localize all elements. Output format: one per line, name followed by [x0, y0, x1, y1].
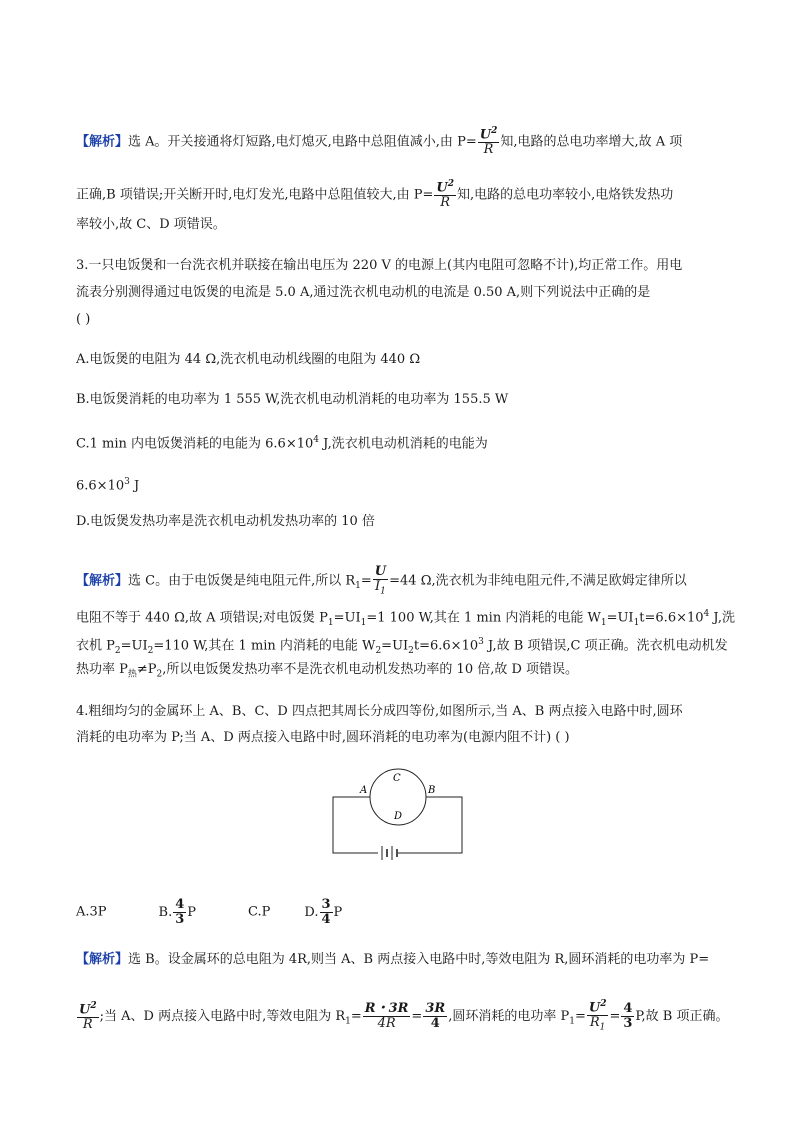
question3-option-b: B.电饭煲消耗的电功率为 1 555 W,洗衣机电动机消耗的电功率为 155.5 W — [76, 392, 509, 407]
question4-line2: 消耗的电功率为 P;当 A、D 两点接入电路中时,圆环消耗的电功率为(电源内阻不计) ( ) — [76, 730, 570, 745]
answer4-line1: 【解析】选 B。设金属环的总电阻为 4R,则当 A、B 两点接入电路中时,等效电阻为 R,圆环消耗的电功率为 P= — [76, 952, 710, 967]
label-a: A — [360, 785, 368, 796]
question3-line1: 3.一只电饭煲和一台洗衣机并联接在输出电压为 220 V 的电源上(其内电阻可忽略不计),均正常工作。用电 — [76, 258, 683, 273]
question3-option-a: A.电饭煲的电阻为 44 Ω,洗衣机电动机线圈的电阻为 440 Ω — [76, 352, 421, 367]
fraction-u2-over-r: $\frac{U^2}{R}$ — [436, 179, 454, 210]
question4-option-c: C.P — [248, 904, 271, 920]
question4-option-d: D. $\frac{3}{4}$ P — [304, 897, 343, 927]
question4-options — [76, 898, 342, 926]
analysis-tag: 【解析】 — [76, 573, 129, 589]
answer2-line1: 【解析】选 A。开关接通将灯短路,电灯熄灭,电路中总阻值减小,由 P= $\frac{U^2}{R}$ 知,电路的总电功率增大,故 A 项 — [76, 126, 683, 157]
label-d: D — [394, 811, 403, 822]
question3-option-c: C.1 min 内电饭煲消耗的电能为 $6.6\times 10^4$ J,洗衣机电动机消耗的电能为 — [76, 435, 488, 452]
question4-option-b: B. $\frac{4}{3}$ P — [158, 897, 197, 927]
question4-option-a: A.3P — [76, 904, 107, 920]
question4-line1: 4.粗细均匀的金属环上 A、B、C、D 四点把其周长分成四等份,如图所示,当 A、B 两点接入电路中时,圆环 — [76, 704, 683, 719]
question3-line3: ( ) — [76, 312, 91, 327]
question3-option-c-cont: $6.6\times 10^3$ J — [76, 477, 140, 494]
ring-circuit-diagram — [330, 760, 470, 860]
answer4-line2: $\frac{U^2}{R}$ ;当 A、D 两点接入电路中时,等效电阻为 $R_1=$ $\frac{R・3R}{4R}$ = $\frac{3R}{4}$ ,圆环消耗的电功率 $P_1=$ $\frac{U^2}{R_1}$ = $\frac{4}{3}$ P,故 B 项正确。 — [79, 999, 729, 1033]
answer3-line2: 电阻不等于 440 Ω,故 A 项错误;对电饭煲 $P_1=UI_1=1$ 100 W,其在 1 min 内消耗的电能 $W_1=UI_1t=6.6\times 10^4$ J,洗 — [76, 609, 735, 628]
label-c: C — [393, 773, 401, 784]
question3-line2: 流表分别测得通过电饭煲的电流是 5.0 A,通过洗衣机电动机的电流是 0.50 A,则下列说法中正确的是 — [76, 285, 651, 300]
answer2-line3: 率较小,故 C、D 项错误。 — [76, 217, 226, 232]
answer3-line4: 热功率 $P_热\ne P_2$,所以电饭煲发热功率不是洗衣机电动机发热功率的 10 倍,故 D 项错误。 — [76, 662, 579, 680]
fraction-u-over-i1: $\frac{U}{I_1}$ — [374, 564, 387, 597]
analysis-tag: 【解析】 — [76, 134, 129, 150]
answer3-line3: 衣机 $P_2=UI_2=110$ W,其在 1 min 内消耗的电能 $W_2=UI_2t=6.6\times 10^3$ J,故 B 项错误,C 项正确。洗衣机电动机发 — [76, 637, 728, 656]
answer2-line2: 正确,B 项错误;开关断开时,电灯发光,电路中总阻值较大,由 P= $\frac{U^2}{R}$ 知,电路的总电功率较小,电烙铁发热功 — [76, 179, 674, 210]
label-b: B — [428, 785, 436, 796]
question3-option-d: D.电饭煲发热功率是洗衣机电动机发热功率的 10 倍 — [76, 514, 375, 529]
fraction-u2-over-r: $\frac{U^2}{R}$ — [479, 126, 498, 157]
answer3-line1: 【解析】选 C。由于电饭煲是纯电阻元件,所以 $R_1=$ $\frac{U}{I_1}$ =44 Ω,洗衣机为非纯电阻元件,不满足欧姆定律所以 — [76, 564, 687, 597]
analysis-tag: 【解析】 — [76, 952, 129, 967]
